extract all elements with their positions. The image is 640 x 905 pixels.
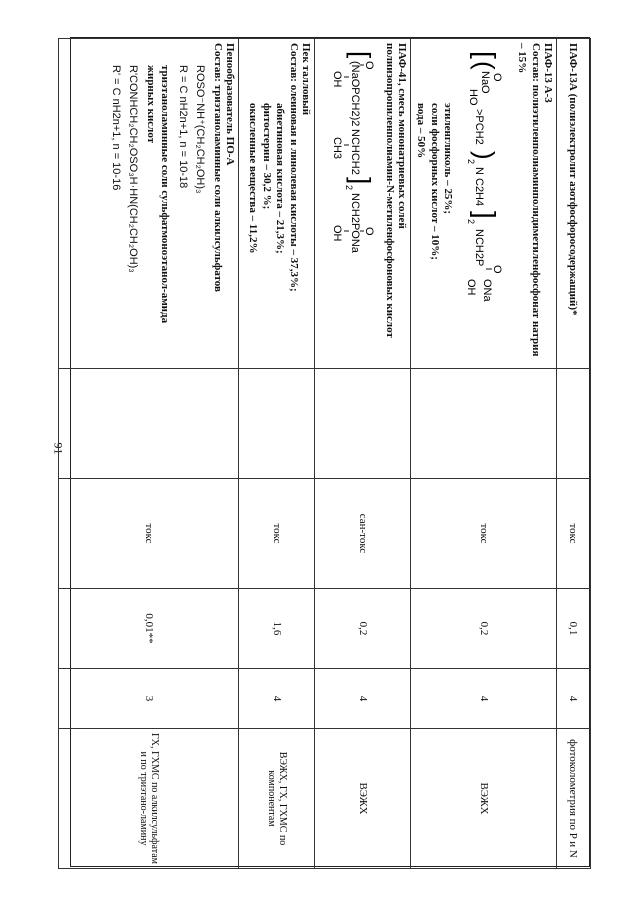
empty-cell <box>239 369 315 479</box>
substance-cell <box>239 39 315 369</box>
table-row <box>411 39 557 869</box>
composition-line: этиленгликоль – 25%; <box>442 103 455 215</box>
table-row <box>59 39 239 869</box>
mpc-cell: 0,2 <box>315 589 411 669</box>
table-rotated <box>71 38 591 868</box>
formula-fragment: OH <box>331 71 344 88</box>
formula-fragment: >PCH2 <box>473 109 486 145</box>
header-hazard: токс <box>557 479 591 589</box>
class-cell: 3 <box>59 669 239 729</box>
header-title: ПАФ-13А (полиэлектролит азотфосфоросодержащий)* <box>557 39 591 369</box>
method-cell: ВЭЖХ <box>411 729 557 869</box>
svg-text:2: 2 <box>466 219 477 225</box>
composition-line: абиетиновая кислота – 21,3%; <box>274 103 287 254</box>
hazard-cell: сан-токс <box>315 479 411 589</box>
empty-cell <box>411 369 557 479</box>
formula-variable: R' = C nH2n+1, n = 10-16 <box>109 65 122 191</box>
formula-fragment: (NaOPCH2)2 <box>349 61 362 127</box>
svg-text:(: ( <box>470 61 501 70</box>
method-cell: ВЭЖХ <box>315 729 411 869</box>
chemical-formula <box>331 51 379 364</box>
chemical-formula: ROSO⁻NH⁺(CH₂CH₂OH)₃ <box>194 65 207 194</box>
svg-text:O: O <box>363 61 376 70</box>
composition-line: вода – 50% <box>415 103 427 159</box>
table-row <box>315 39 411 869</box>
substance-cell <box>315 39 411 369</box>
hazard-cell: токс <box>411 479 557 589</box>
svg-text:[: [ <box>470 51 502 59</box>
svg-text:): ) <box>470 151 501 160</box>
formula-fragment: NCHCH2 <box>349 129 362 175</box>
svg-text:2: 2 <box>344 185 355 191</box>
chemical-formula: R'CONHCH₂CH₂OSO₃H·HN(CH₂CH₂OH)₃ <box>127 65 140 273</box>
header-mpc: 0,1 <box>557 589 591 669</box>
method-cell: ВЭЖХ, ГХ, ГХМС по компонентам <box>239 729 315 869</box>
composition-line: окисленные вещества – 11,2% <box>247 103 259 254</box>
structure-drawing <box>331 51 379 351</box>
substance-composition: полиизопропиленполиамин-N-метиленфосфоновых кислот <box>384 43 397 338</box>
composition-line: Состав: олеиновая и линолевая кислоты – 37,3%; <box>288 43 301 292</box>
svg-text:]: ] <box>346 177 377 185</box>
formula-fragment: OH <box>465 279 478 296</box>
svg-text:O: O <box>491 265 504 274</box>
class-cell: 4 <box>411 669 557 729</box>
hazard-cell: токс <box>59 479 239 589</box>
composition-line: соли фосфорных кислот – 10%; <box>428 103 441 260</box>
formula-fragment: CH3 <box>331 137 344 160</box>
formula-fragment: N C2H4 <box>473 167 486 207</box>
formula-fragment: NCH2PONa <box>349 193 362 253</box>
svg-text:[: [ <box>346 51 377 59</box>
chemical-formula <box>459 51 511 364</box>
header-row <box>557 39 591 869</box>
svg-text:O: O <box>363 227 376 236</box>
formula-fragment: NaO <box>479 71 492 94</box>
empty-cell <box>59 369 239 479</box>
formula-fragment: NCH2P <box>473 229 486 267</box>
substance-composition: Состав: триэтаноламинные соли алкилсульфатов <box>212 43 225 292</box>
substance-name: Пек талловый <box>300 43 313 116</box>
mpc-cell: 0,01** <box>59 589 239 669</box>
header-empty <box>557 369 591 479</box>
header-class: 4 <box>557 669 591 729</box>
formula-fragment: HO <box>467 89 480 106</box>
formula-fragment: O <box>491 73 504 82</box>
substance-name: Пенообразователь ПО-А <box>224 43 237 166</box>
substance-table <box>58 38 591 869</box>
formula-fragment: ONa <box>481 279 494 302</box>
structure-drawing <box>459 51 511 351</box>
mpc-cell: 1,6 <box>239 589 315 669</box>
table-frame <box>70 37 590 867</box>
substance-name: ПАФ-13 А-3 <box>542 43 554 103</box>
substance-composition: Состав: полиэтиленполиаминполидиметиленфосфонат натрия – 15% <box>516 43 542 357</box>
mpc-cell: 0,2 <box>411 589 557 669</box>
formula-variable: R = C nH2n+1, n = 10-18 <box>176 65 189 189</box>
substance-cell <box>59 39 239 369</box>
empty-cell <box>315 369 411 479</box>
method-cell: ГХ, ГХМС по алкилсульфатам и по триэтано-ламину <box>59 729 239 869</box>
class-cell: 4 <box>239 669 315 729</box>
svg-text:]: ] <box>470 211 502 219</box>
substance-cell <box>411 39 557 369</box>
table-row <box>239 39 315 869</box>
class-cell: 4 <box>315 669 411 729</box>
composition-line: триэтаноламинные соли сульфатмоноэтанол-амида жирных кислот <box>145 65 171 324</box>
svg-text:2: 2 <box>466 159 477 165</box>
composition-line: фитостерин – 30,2 %; <box>260 103 273 210</box>
hazard-cell: токс <box>239 479 315 589</box>
header-method: фотоколометрия по P и N <box>557 729 591 869</box>
substance-name: ПАФ-41, смесь мононатриевых солей <box>396 43 409 229</box>
page-number: 91 <box>51 442 66 455</box>
formula-fragment: OH <box>331 225 344 242</box>
